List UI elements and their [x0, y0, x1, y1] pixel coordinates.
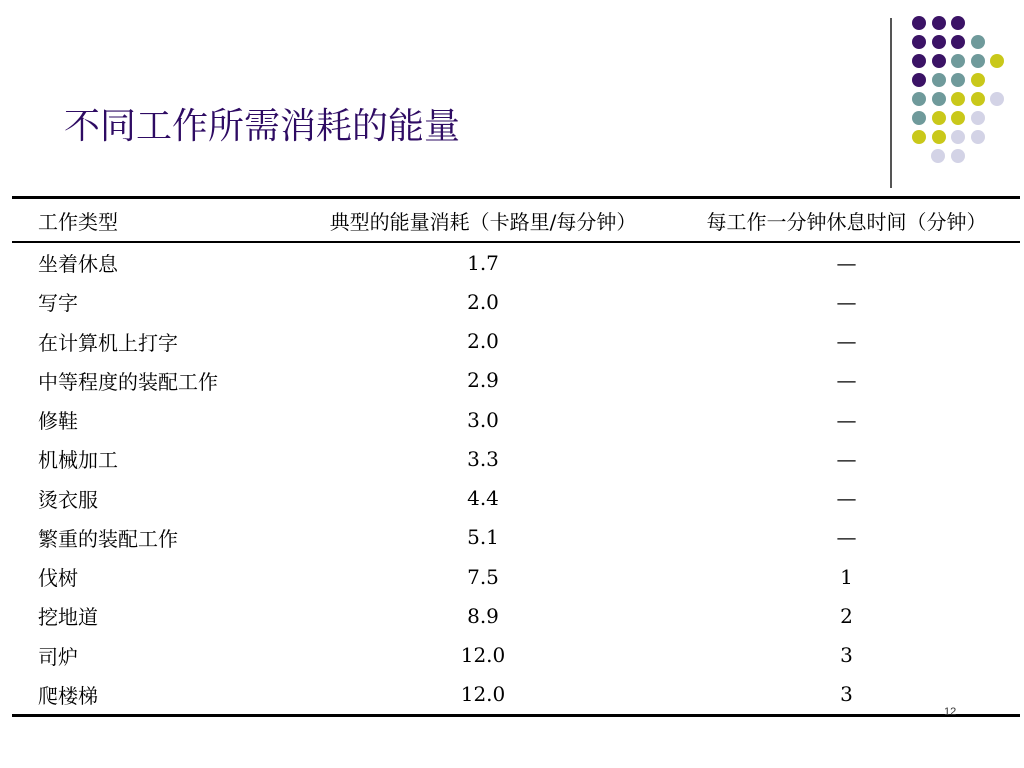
decorative-dot [932, 16, 946, 30]
cell-work-type: 机械加工 [38, 448, 118, 473]
decorative-dot [912, 54, 926, 68]
decorative-dot [951, 149, 965, 163]
decorative-dot-grid [0, 0, 1024, 200]
decorative-dot [951, 54, 965, 68]
decorative-dot [951, 73, 965, 87]
slide-title: 不同工作所需消耗的能量 [64, 106, 461, 147]
cell-energy: 5.1 [467, 525, 499, 550]
decorative-dot [912, 111, 926, 125]
decorative-dot [951, 130, 965, 144]
cell-energy: 4.4 [467, 486, 499, 511]
decorative-dot [990, 54, 1004, 68]
decorative-dot [971, 130, 985, 144]
cell-energy: 2.9 [467, 368, 499, 393]
table-row [12, 361, 1020, 400]
cell-energy: 12.0 [460, 643, 506, 668]
cell-rest: — [836, 525, 857, 550]
table-row [12, 400, 1020, 439]
table-row [12, 596, 1020, 635]
cell-work-type: 爬楼梯 [38, 683, 98, 708]
cell-rest: — [836, 329, 857, 354]
cell-work-type: 写字 [38, 291, 78, 316]
decorative-dot [971, 54, 985, 68]
header-work-type: 工作类型 [38, 209, 118, 234]
cell-work-type: 繁重的装配工作 [38, 526, 178, 551]
energy-table-container [12, 196, 994, 717]
decorative-dot [912, 35, 926, 49]
cell-energy: 2.0 [467, 289, 499, 314]
cell-work-type: 坐着休息 [38, 252, 118, 277]
decorative-dot [971, 73, 985, 87]
cell-work-type: 中等程度的装配工作 [38, 369, 218, 394]
decorative-dot [971, 35, 985, 49]
decorative-dot [932, 130, 946, 144]
decorative-dot [932, 92, 946, 106]
cell-energy: 7.5 [467, 564, 499, 589]
header-rest-time: 每工作一分钟休息时间（分钟） [706, 209, 987, 234]
energy-table [12, 196, 1020, 717]
table-row [12, 282, 1020, 321]
table-header-row [12, 198, 1020, 243]
decorative-dot [951, 35, 965, 49]
cell-rest: — [836, 250, 857, 275]
cell-rest: 2 [840, 603, 853, 628]
cell-energy: 2.0 [467, 329, 499, 354]
cell-work-type: 司炉 [38, 644, 78, 669]
table-row [12, 439, 1020, 478]
decorative-divider [890, 18, 892, 188]
decorative-dot [951, 16, 965, 30]
decorative-dot [912, 73, 926, 87]
table-row [12, 636, 1020, 675]
header-energy: 典型的能量消耗（卡路里/每分钟） [329, 209, 637, 234]
cell-work-type: 伐树 [38, 566, 78, 591]
decorative-dot [932, 73, 946, 87]
table-row [12, 557, 1020, 596]
decorative-dot [932, 35, 946, 49]
cell-rest: — [836, 368, 857, 393]
table-body [12, 242, 1020, 716]
decorative-dot [912, 130, 926, 144]
decorative-dot [951, 111, 965, 125]
cell-work-type: 在计算机上打字 [38, 330, 178, 355]
decorative-dot [971, 111, 985, 125]
decorative-dot [932, 111, 946, 125]
cell-rest: — [836, 407, 857, 432]
cell-rest: 3 [840, 682, 853, 707]
decorative-dot [912, 16, 926, 30]
cell-rest: 1 [840, 564, 853, 589]
cell-rest: — [836, 446, 857, 471]
decorative-dot [931, 149, 945, 163]
cell-work-type: 挖地道 [38, 605, 98, 630]
cell-energy: 3.0 [467, 407, 499, 432]
decorative-dot [912, 92, 926, 106]
page-number: 12 [944, 706, 957, 718]
cell-rest: — [836, 289, 857, 314]
cell-energy: 1.7 [467, 250, 499, 275]
cell-work-type: 修鞋 [38, 409, 78, 434]
table-row [12, 479, 1020, 518]
cell-rest: — [836, 486, 857, 511]
table-row [12, 675, 1020, 716]
decorative-dot [932, 54, 946, 68]
decorative-dot [990, 92, 1004, 106]
decorative-dot [971, 92, 985, 106]
decorative-dot [951, 92, 965, 106]
cell-energy: 12.0 [460, 682, 506, 707]
table-row [12, 242, 1020, 282]
cell-energy: 3.3 [467, 446, 499, 471]
cell-work-type: 烫衣服 [38, 487, 98, 512]
cell-energy: 8.9 [467, 603, 499, 628]
table-row [12, 322, 1020, 361]
table-row [12, 518, 1020, 557]
cell-rest: 3 [840, 643, 853, 668]
